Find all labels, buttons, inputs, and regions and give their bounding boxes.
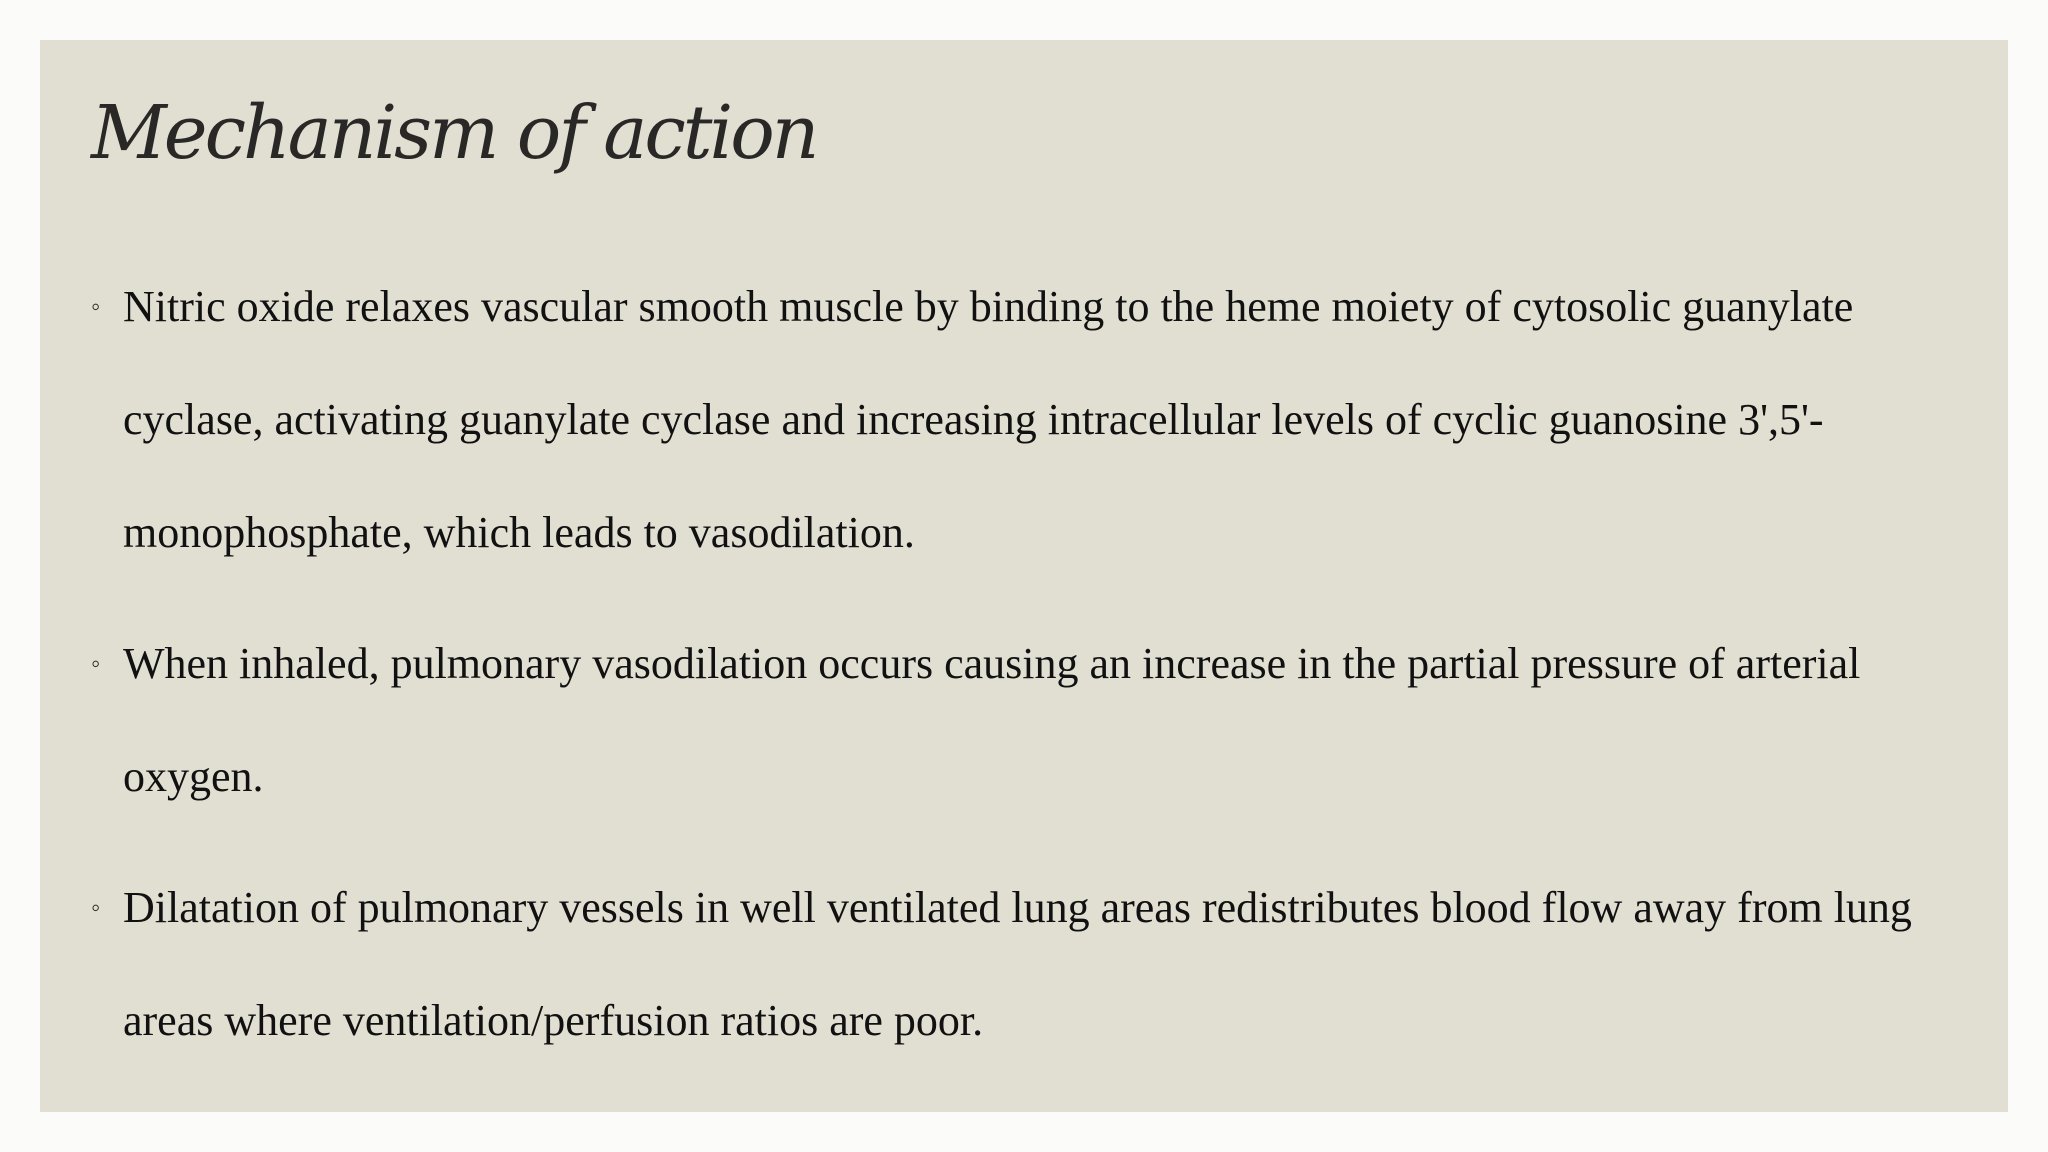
bullet-item — [91, 250, 1991, 589]
slide — [40, 40, 2008, 1112]
bullet-item — [91, 607, 1991, 833]
bullet-text: Nitric oxide relaxes vascular smooth muscle by binding to the heme moiety of cytosolic guanylate cyclase, activating guanylate cyclase and increasing intracellular levels of cyclic guanosine 3',5'-monophosphate, which leads to vasodilation. — [123, 282, 1854, 557]
bullet-item — [91, 851, 1991, 1077]
bullet-text: When inhaled, pulmonary vasodilation occurs causing an increase in the partial pressure of arterial oxygen. — [123, 639, 1861, 801]
bullet-marker-icon: ◦ — [91, 649, 101, 678]
bullet-marker-icon: ◦ — [91, 292, 101, 321]
slide-title: Mechanism of action — [91, 90, 817, 176]
bullet-text: Dilatation of pulmonary vessels in well ventilated lung areas redistributes blood flow away from lung areas where ventilation/perfusion ratios are poor. — [123, 883, 1912, 1045]
bullet-list — [91, 250, 1991, 1095]
bullet-marker-icon: ◦ — [91, 893, 101, 922]
